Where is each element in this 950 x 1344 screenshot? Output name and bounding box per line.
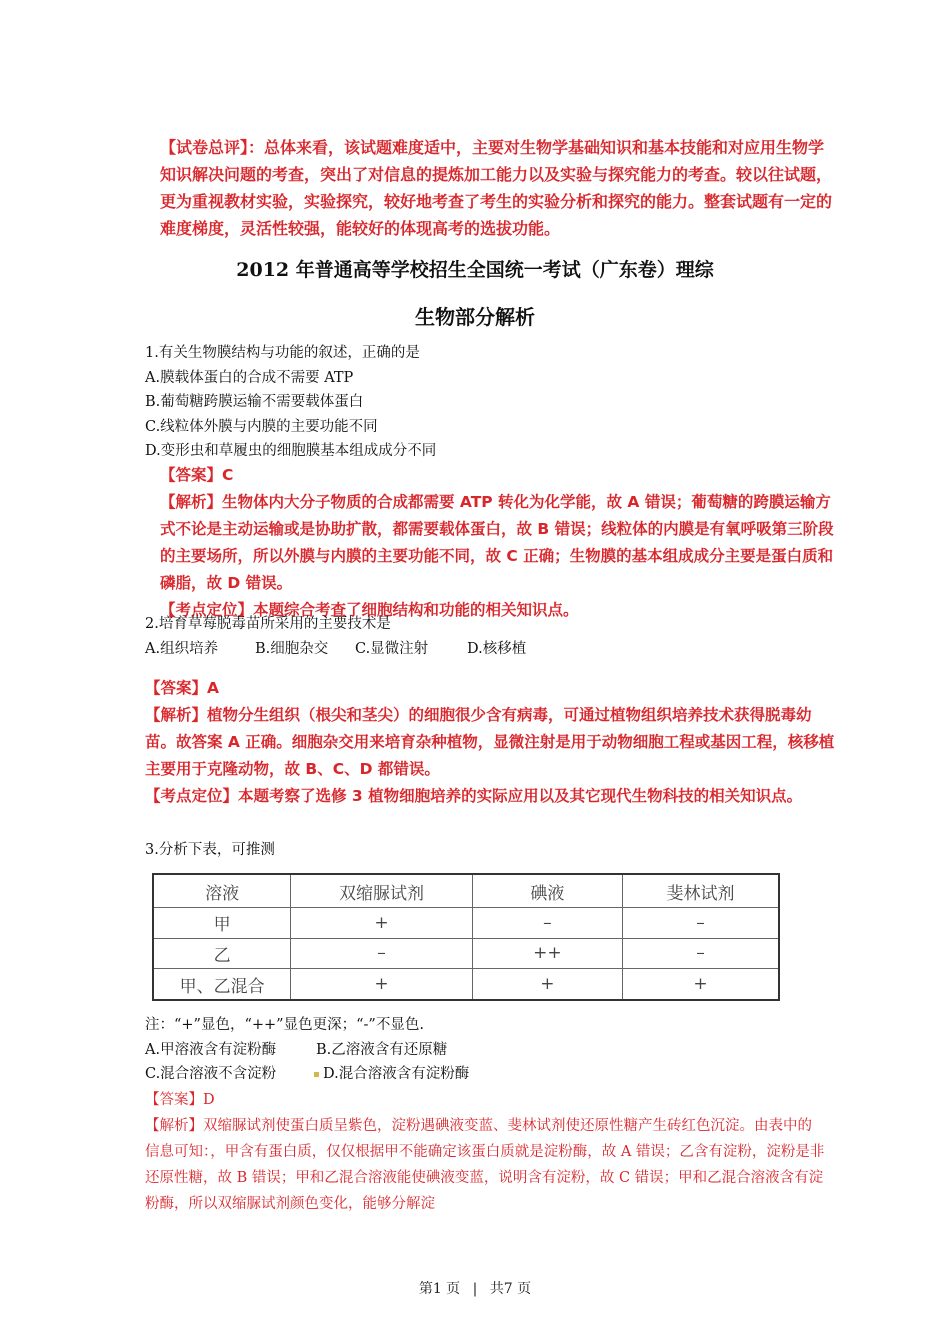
answer-value: A: [207, 679, 220, 697]
table-row: [153, 908, 779, 939]
option-d: D.混合溶液含有淀粉酶: [323, 1066, 470, 1082]
option-c: C.显微注射: [355, 640, 429, 657]
table-cell: –: [622, 938, 779, 969]
table-cell: ++: [472, 938, 622, 969]
analysis-label: 【解析】: [145, 706, 208, 724]
table-cell: –: [622, 908, 779, 939]
option-b: B.细胞杂交: [255, 640, 329, 657]
table-header: 溶液: [153, 874, 291, 908]
answer-value: D: [203, 1092, 215, 1108]
point-label: 【考点定位】: [145, 787, 239, 805]
answer-value: C: [222, 466, 234, 484]
review-tag: 【试卷总评】: [160, 138, 249, 157]
analysis-text: 生物体内大分子物质的合成都需要 ATP 转化为化学能，故 A 错误；葡萄糖的跨膜运输方式不论是主动运输或是协助扩散，都需要载体蛋白，故 B 错误；线粒体的内膜是有氧呼吸第三阶段的主要场所，所以外膜与内膜的主要功能不同，故 C 正确；生物膜的基本组成成分主要是蛋白质和磷脂，故 D 错误。: [160, 493, 834, 592]
option-c: C.线粒体外膜与内膜的主要功能不同: [145, 418, 378, 435]
table-cell: +: [291, 969, 473, 1000]
table-cell: 甲: [153, 908, 291, 939]
option-a: A.组织培养: [145, 640, 219, 657]
point-text: 本题综合考查了细胞结构和功能的相关知识点。: [253, 601, 579, 619]
option-a: A.甲溶液含有淀粉酶: [145, 1041, 277, 1058]
page-number: 第1 页: [418, 1281, 461, 1297]
analysis-label: 【解析】: [145, 1118, 203, 1134]
table-cell: 乙: [153, 938, 291, 969]
analysis-text: 植物分生组织（根尖和茎尖）的细胞很少含有病毒，可通过植物组织培养技术获得脱毒幼苗。故答案 A 正确。细胞杂交用来培育杂种植物，显微注射是用于动物细胞工程或基因工程，核移植主要用于克隆动物，故 B、C、D 都错误。: [145, 706, 835, 778]
table-row: [153, 969, 779, 1000]
exam-review: [160, 134, 840, 242]
table-row: [153, 938, 779, 969]
table-header: 斐林试剂: [622, 874, 779, 908]
table-header: 碘液: [472, 874, 622, 908]
option-d: D.变形虫和草履虫的细胞膜基本组成成分不同: [145, 443, 437, 459]
page-footer: [0, 1278, 950, 1298]
question-stem: 1.有关生物膜结构与功能的叙述，正确的是: [145, 345, 420, 361]
table-cell: +: [622, 969, 779, 1000]
question-3-body: [145, 1013, 469, 1087]
option-b: B.乙溶液含有还原糖: [316, 1041, 448, 1058]
answer-label: 【答案】: [145, 1092, 203, 1108]
page-title: 2012 年普通高等学校招生全国统一考试（广东卷）理综: [236, 259, 714, 281]
option-c: C.混合溶液不含淀粉: [145, 1066, 277, 1082]
question-3-solution: [145, 1087, 825, 1217]
question-2-solution: [145, 675, 835, 810]
analysis-label: 【解析】: [160, 493, 223, 511]
question-stem: 2.培育草莓脱毒苗所采用的主要技术是: [145, 616, 391, 632]
option-b: B.葡萄糖跨膜运输不需要载体蛋白: [145, 394, 364, 410]
review-text: ：总体来看，该试题难度适中，主要对生物学基础知识和基本技能和对应用生物学知识解决问题的考查，突出了对信息的提炼加工能力以及实验与探究能力的考查。较以往试题，更为重视教材实验，实验探究，较好地考查了考生的实验分析和探究的能力。整套试题有一定的难度梯度，灵活性较强，能较好的体现高考的选拔功能。: [160, 138, 833, 238]
question-3-stem: 3.分析下表，可推测: [145, 842, 275, 858]
table-cell: +: [291, 908, 473, 939]
footer-separator: |: [472, 1281, 478, 1297]
question-1-solution: [160, 462, 840, 624]
table-header: 双缩脲试剂: [291, 874, 473, 908]
reagent-table: [152, 873, 780, 1001]
analysis-text: 双缩脲试剂使蛋白质呈紫色，淀粉遇碘液变蓝、斐林试剂使还原性糖产生砖红色沉淀。由表中的信息可知：，甲含有蛋白质，仅仅根据甲不能确定该蛋白质就是淀粉酶，故 A 错误；乙含有淀粉，淀粉是非还原性糖，故 B 错误；甲和乙混合溶液能使碘液变蓝，说明含有淀粉，故 C 错误；甲和乙混合溶液含有淀粉酶，所以双缩脲试剂颜色变化，能够分解淀: [145, 1118, 825, 1212]
page-total: 共7 页: [489, 1281, 532, 1297]
page-subtitle: 生物部分解析: [415, 305, 535, 329]
answer-label: 【答案】: [160, 466, 223, 484]
question-2: [145, 612, 526, 661]
option-d: D.核移植: [467, 640, 527, 657]
option-a: A.膜载体蛋白的合成不需要 ATP: [145, 369, 354, 386]
answer-label: 【答案】: [145, 679, 208, 697]
point-text: 本题考察了选修 3 植物细胞培养的实际应用以及其它现代生物科技的相关知识点。: [238, 787, 803, 805]
point-label: 【考点定位】: [160, 601, 254, 619]
question-1: [145, 341, 436, 464]
table-cell: +: [472, 969, 622, 1000]
table-cell: 甲、乙混合: [153, 969, 291, 1000]
marker-dot-icon: [314, 1072, 319, 1077]
table-cell: –: [291, 938, 473, 969]
table-cell: –: [472, 908, 622, 939]
table-note: 注：“+”显色，“++”显色更深；“-”不显色.: [145, 1017, 424, 1033]
